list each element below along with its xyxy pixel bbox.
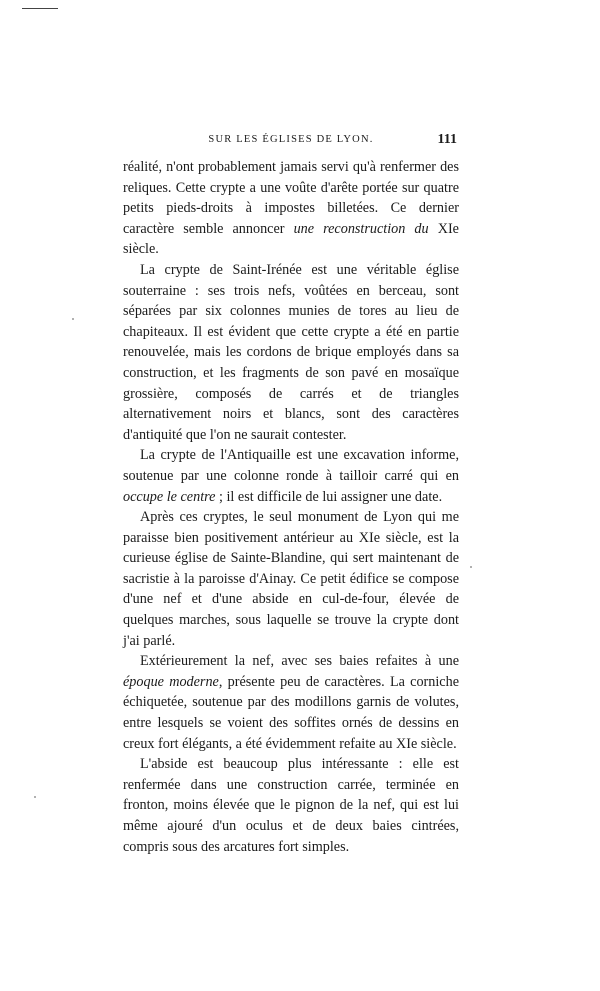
page-number: 111 [437, 132, 457, 147]
text-run: Après ces cryptes, le seul monument de Lyon qui me paraisse bien positivement antérieur au XIe siècle, est la curieuse église de Sainte-Blandine, qui sert maintenant de sacristie à la paroisse d'Ainay. Ce petit édifice se compose d'une nef et d'une abside en cul-de-four, élevée de quelques marches, sous laquelle se trouve la crypte dont j'ai parlé. [123, 509, 459, 649]
paper-speck [34, 796, 36, 798]
text-run: La crypte de l'Antiquaille est une excavation informe, soutenue par une colonne ronde à tailloir carré qui en [123, 447, 459, 484]
text-run: Extérieurement la nef, avec ses baies refaites à une [140, 653, 459, 670]
text-run: L'abside est beaucoup plus intéressante : elle est renfermée dans une construction carrée, terminée en fronton, moins élevée que le pignon de la nef, qui est lui même ajouré d'un oculus et de deux baies cintrées, compris sous des arcatures fort simples. [123, 756, 459, 855]
paper-speck [470, 566, 472, 568]
italic-text: une reconstruction du [293, 220, 429, 237]
italic-text: époque moderne [123, 673, 219, 690]
paragraph [123, 445, 459, 507]
text-run: XIe siècle. [123, 220, 459, 258]
text-run: La crypte de Saint-Irénée est une véritable église souterraine : ses trois nefs, voûtées en berceau, sont séparées par six colonnes munies de tores au lieu de chapiteaux. Il est évident que cette crypte a été en partie renouvelée, mais les cordons de brique employés dans sa construction, et les fragments de son pavé en mosaïque grossière, composés de carrés et de triangles alternativement noirs et blancs, sont des caractères d'antiquité que l'on ne saurait contester. [123, 261, 459, 443]
paragraph [123, 651, 459, 754]
paragraph [123, 260, 459, 445]
text-run: ; il est difficile de lui assigner une date. [215, 488, 443, 505]
paper-speck [72, 318, 74, 320]
paragraph [123, 157, 459, 260]
running-title: SUR LES ÉGLISES DE LYON. [208, 134, 374, 145]
text-run: , présente peu de caractères. La corniche échiquetée, soutenue par des modillons garnis de volutes, entre lesquels se voient des soffites ornés de dessins en creux fort élégants, a été évidemment refaite au XIe siècle. [123, 673, 459, 752]
paragraph [123, 507, 459, 651]
corner-rule [22, 8, 58, 9]
paragraph [123, 754, 459, 857]
body-text [123, 157, 459, 857]
text-run: réalité, n'ont probablement jamais servi qu'à renfermer des reliques. Cette crypte a une voûte d'arête portée sur quatre petits pieds-droits à impostes billetées. Ce dernier caractère semble annoncer [123, 159, 459, 237]
italic-text: occupe le centre [123, 488, 216, 505]
running-head [125, 132, 457, 152]
